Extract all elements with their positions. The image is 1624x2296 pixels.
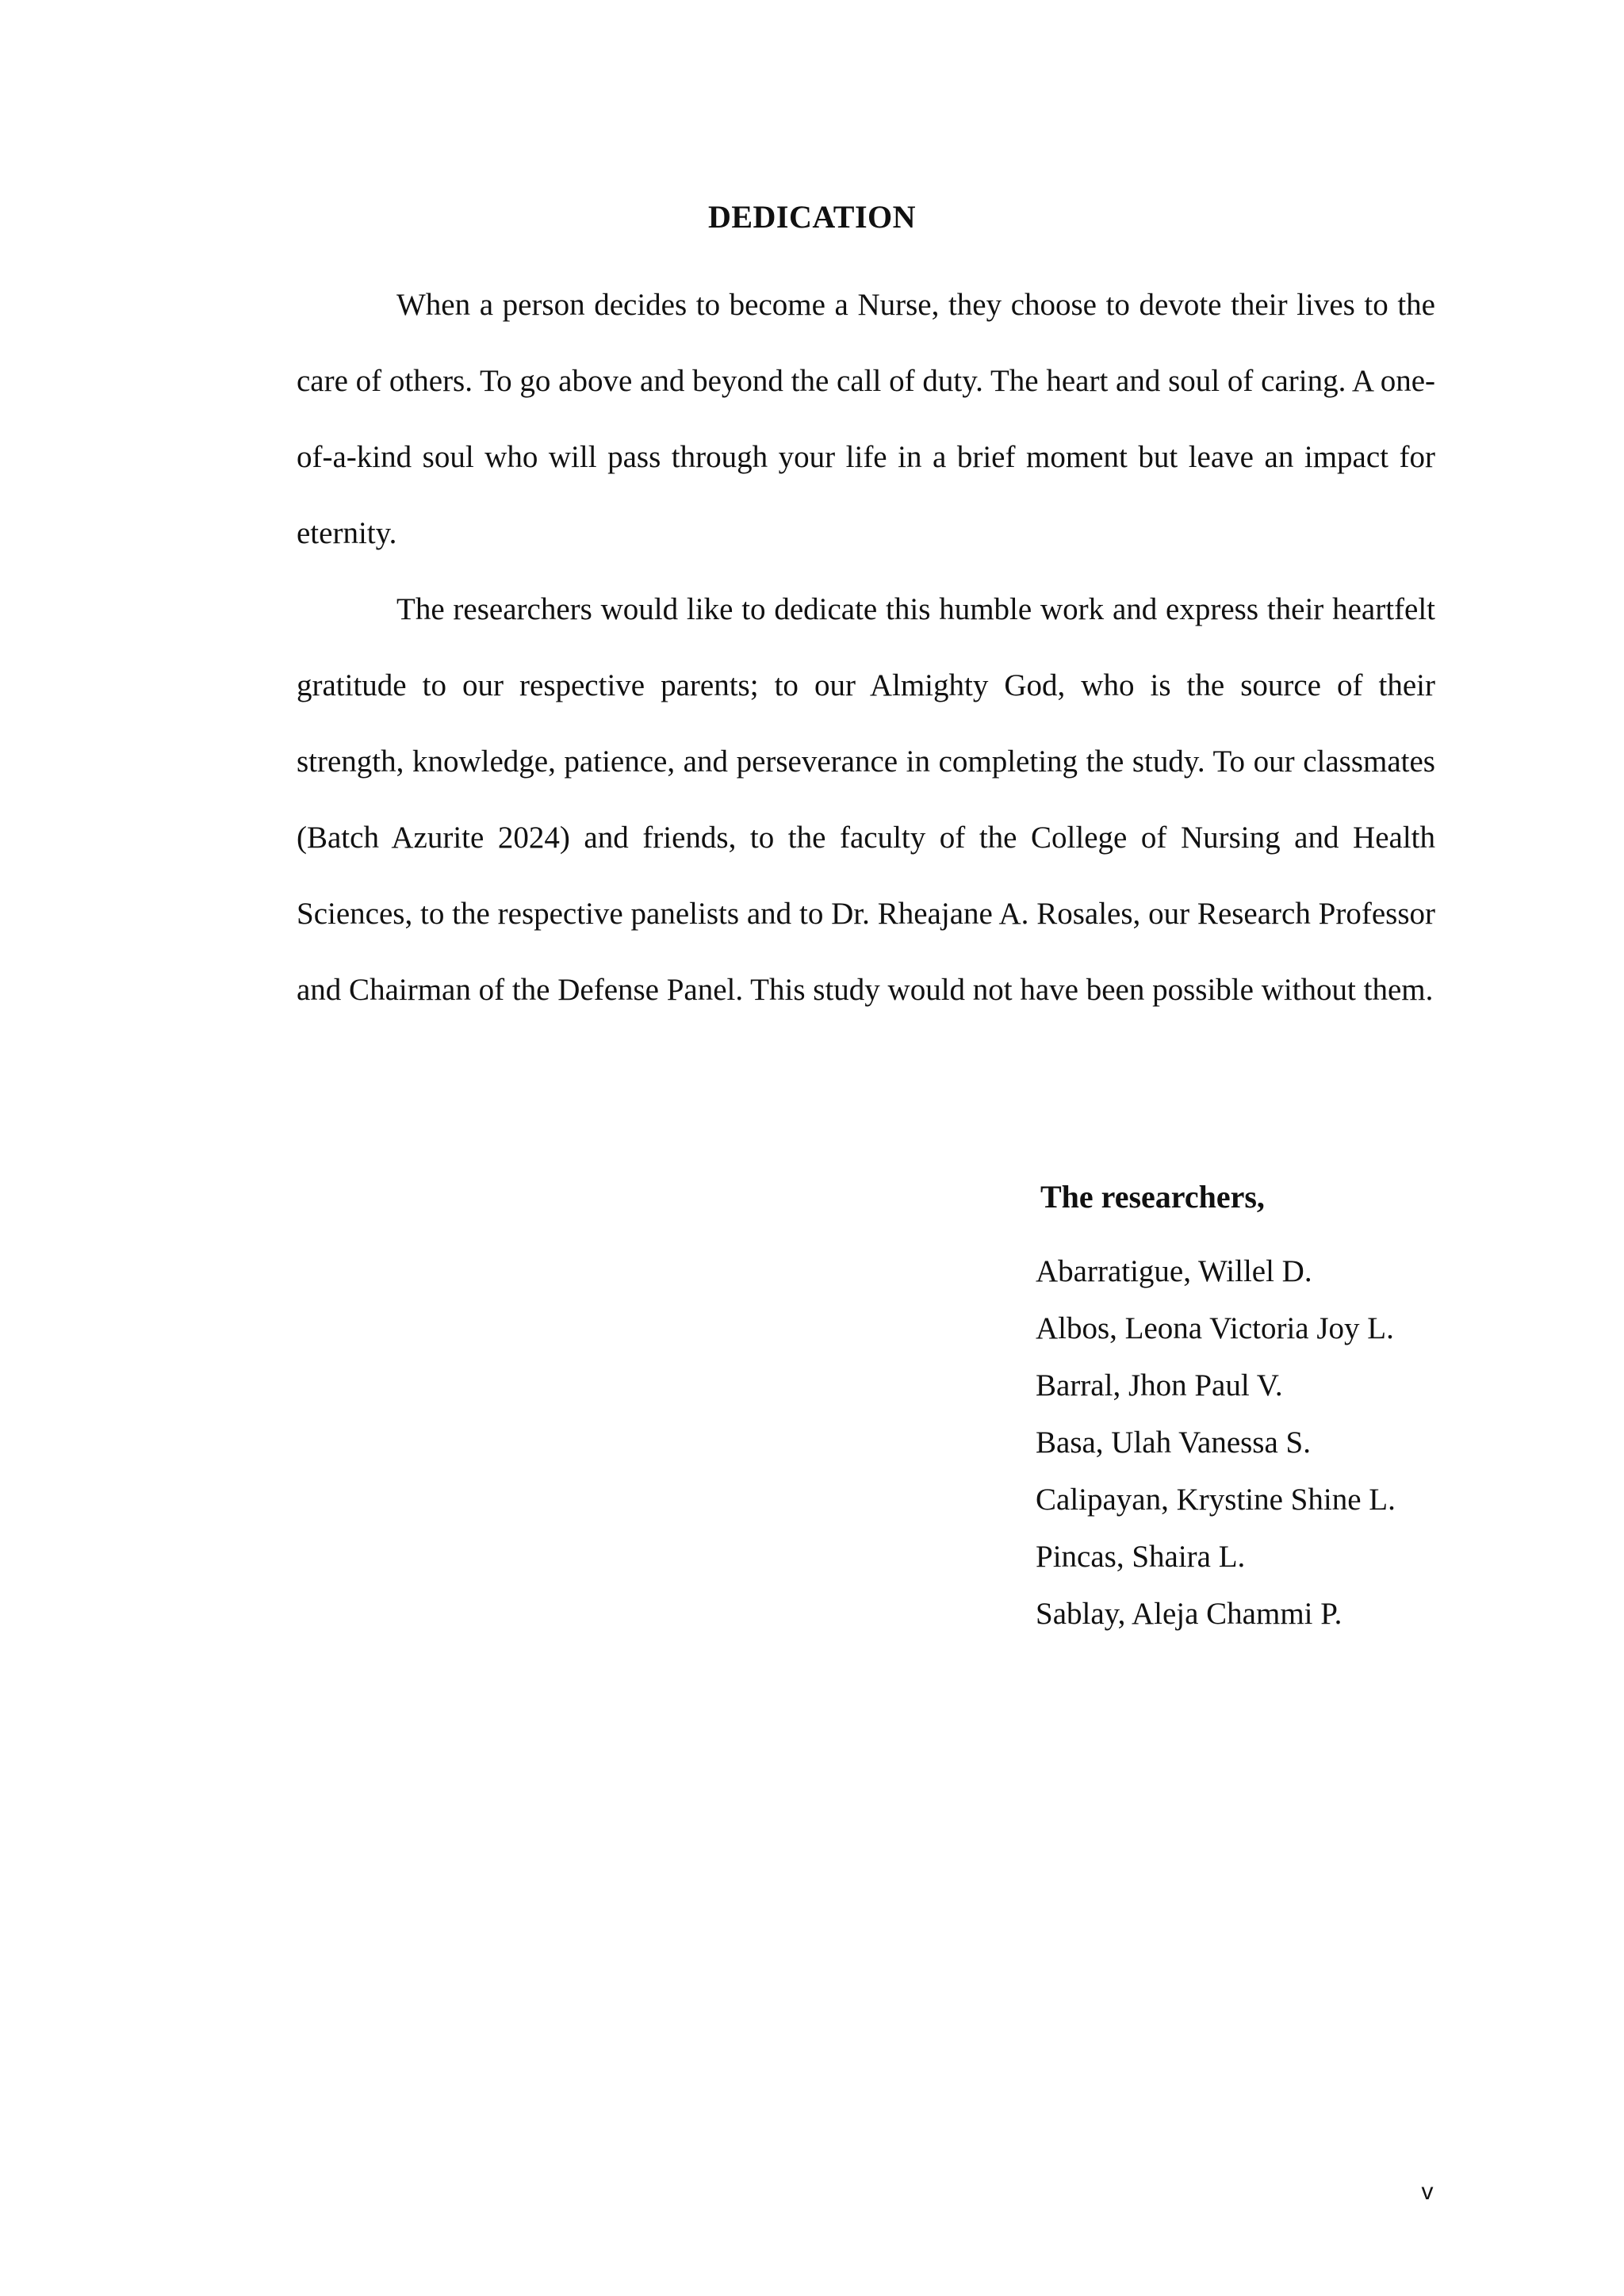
dedication-paragraph-1: When a person decides to become a Nurse, they choose to devote their lives to the care of others. To go above and beyond the call of duty. The heart and soul of caring. A one-of-a-kind soul who will pass through your life in a brief moment but leave an impact for eternity. <box>297 288 1435 550</box>
researchers-list <box>1036 1243 1480 1643</box>
signature-block <box>1036 1175 1480 1643</box>
researcher-name: Sablay, Aleja Chammi P. <box>1036 1597 1342 1631</box>
researcher-name: Pincas, Shaira L. <box>1036 1540 1246 1574</box>
researcher-name: Albos, Leona Victoria Joy L. <box>1036 1311 1394 1345</box>
researcher-name: Abarratigue, Willel D. <box>1036 1254 1312 1288</box>
researcher-name: Basa, Ulah Vanessa S. <box>1036 1425 1311 1460</box>
closing-line: The researchers, <box>1040 1179 1265 1215</box>
page-number: v <box>1421 2179 1434 2205</box>
researcher-name: Barral, Jhon Paul V. <box>1036 1368 1283 1402</box>
page-title: DEDICATION <box>707 199 917 235</box>
dedication-paragraph-2: The researchers would like to dedicate this humble work and express their heartfelt gratitude to our respective parents; to our Almighty God, who is the source of their strength, knowledge, patience, and perseverance in completing the study. To our classmates (Batch Azurite 2024) and friends, to the faculty of the College of Nursing and Health Sciences, to the respective panelists and to Dr. Rheajane A. Rosales, our Research Professor and Chairman of the Defense Panel. This study would not have been possible without them. <box>297 592 1435 1007</box>
researcher-name: Calipayan, Krystine Shine L. <box>1036 1483 1396 1517</box>
dedication-body <box>297 267 1435 1028</box>
